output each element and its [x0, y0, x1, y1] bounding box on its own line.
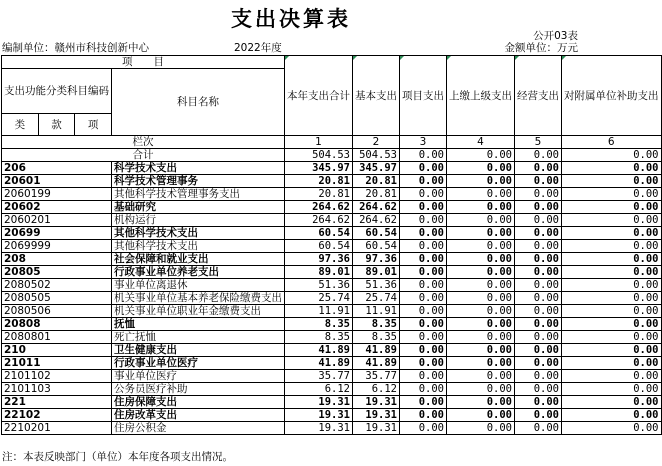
subject-name: 基础研究 — [112, 201, 285, 214]
cell-value: 0.00 — [562, 253, 662, 266]
subject-code: 208 — [2, 253, 112, 266]
subject-name: 抚恤 — [112, 318, 285, 331]
subject-name: 死亡抚恤 — [112, 331, 285, 344]
cell-value: 41.89 — [285, 344, 353, 357]
cell-value: 0.00 — [562, 240, 662, 253]
cell-value: 0.00 — [447, 149, 515, 162]
subject-code: 21011 — [2, 357, 112, 370]
cell-value: 20.81 — [353, 188, 400, 201]
cell-value: 0.00 — [447, 383, 515, 396]
cell-value: 0.00 — [515, 266, 562, 279]
cell-value: 0.00 — [515, 188, 562, 201]
cell-value: 0.00 — [400, 344, 447, 357]
cell-value: 0.00 — [562, 318, 662, 331]
subject-code: 20808 — [2, 318, 112, 331]
cell-value: 0.00 — [562, 266, 662, 279]
cell-value: 0.00 — [447, 201, 515, 214]
table-row — [2, 396, 662, 409]
subject-name: 住房公积金 — [112, 422, 285, 435]
total-row — [2, 149, 662, 162]
cell-value: 0.00 — [447, 357, 515, 370]
table-row — [2, 188, 662, 201]
cell-value: 0.00 — [400, 357, 447, 370]
cell-value: 8.35 — [353, 331, 400, 344]
subject-name-header: 科目名称 — [112, 69, 285, 136]
cell-value: 0.00 — [447, 279, 515, 292]
cell-value: 0.00 — [515, 292, 562, 305]
table-row — [2, 162, 662, 175]
cell-value: 0.00 — [400, 227, 447, 240]
subject-code: 20805 — [2, 266, 112, 279]
cell-value: 264.62 — [285, 201, 353, 214]
cell-value: 0.00 — [562, 201, 662, 214]
cell-value: 0.00 — [447, 227, 515, 240]
data-rows — [2, 162, 662, 435]
cell-value: 41.89 — [353, 357, 400, 370]
cell-value: 0.00 — [515, 201, 562, 214]
cell-value: 0.00 — [447, 370, 515, 383]
cell-value: 0.00 — [515, 175, 562, 188]
cell-value: 60.54 — [285, 240, 353, 253]
col-num: 6 — [562, 136, 662, 149]
cell-value: 0.00 — [562, 279, 662, 292]
subject-name: 事业单位离退休 — [112, 279, 285, 292]
cell-value: 20.81 — [353, 175, 400, 188]
subject-name: 住房保障支出 — [112, 396, 285, 409]
cell-value: 97.36 — [285, 253, 353, 266]
cell-value: 11.91 — [353, 305, 400, 318]
subject-code: 20602 — [2, 201, 112, 214]
cell-value: 19.31 — [353, 422, 400, 435]
xiang-header: 项 — [75, 114, 112, 136]
subject-name: 其他科学技术支出 — [112, 227, 285, 240]
cell-value: 264.62 — [285, 214, 353, 227]
cell-value: 8.35 — [285, 318, 353, 331]
cell-value: 0.00 — [447, 240, 515, 253]
form-number: 公开03表 — [533, 30, 578, 42]
subject-name: 机关事业单位基本养老保险缴费支出 — [112, 292, 285, 305]
cell-value: 264.62 — [353, 201, 400, 214]
cell-value: 0.00 — [562, 292, 662, 305]
table-row — [2, 253, 662, 266]
subject-code: 2069999 — [2, 240, 112, 253]
cell-value: 0.00 — [400, 188, 447, 201]
fiscal-year: 2022年度 — [234, 42, 282, 54]
subject-name: 住房改革支出 — [112, 409, 285, 422]
subject-code: 221 — [2, 396, 112, 409]
subject-name: 其他科学技术管理事务支出 — [112, 188, 285, 201]
table-row — [2, 214, 662, 227]
func-code-header: 支出功能分类科目编码 — [2, 69, 112, 114]
cell-value: 504.53 — [285, 149, 353, 162]
col-num: 4 — [447, 136, 515, 149]
cell-value: 0.00 — [562, 162, 662, 175]
cell-value: 0.00 — [515, 331, 562, 344]
cell-value: 0.00 — [515, 162, 562, 175]
cell-value: 0.00 — [515, 357, 562, 370]
cell-value: 25.74 — [285, 292, 353, 305]
cell-value: 19.31 — [353, 409, 400, 422]
cell-value: 0.00 — [400, 214, 447, 227]
subject-code: 2101102 — [2, 370, 112, 383]
cell-value: 0.00 — [515, 344, 562, 357]
subject-code: 206 — [2, 162, 112, 175]
subject-name: 事业单位医疗 — [112, 370, 285, 383]
cell-value: 345.97 — [353, 162, 400, 175]
cell-value: 60.54 — [285, 227, 353, 240]
cell-value: 0.00 — [400, 279, 447, 292]
cell-value: 0.00 — [447, 162, 515, 175]
table-row — [2, 201, 662, 214]
currency-unit: 金额单位：万元 — [504, 42, 578, 54]
lei-header: 类 — [2, 114, 39, 136]
cell-value: 35.77 — [285, 370, 353, 383]
subject-name: 其他科学技术支出 — [112, 240, 285, 253]
table-row — [2, 292, 662, 305]
table-row — [2, 227, 662, 240]
cell-value: 0.00 — [400, 162, 447, 175]
cell-value: 0.00 — [447, 305, 515, 318]
cell-value: 0.00 — [447, 331, 515, 344]
subject-code: 2060199 — [2, 188, 112, 201]
subject-code: 2210201 — [2, 422, 112, 435]
cell-value: 504.53 — [353, 149, 400, 162]
table-row — [2, 318, 662, 331]
cell-value: 0.00 — [447, 396, 515, 409]
cell-value: 20.81 — [285, 175, 353, 188]
subject-code: 2080502 — [2, 279, 112, 292]
cell-value: 6.12 — [285, 383, 353, 396]
table-row — [2, 422, 662, 435]
column-number-row — [2, 136, 662, 149]
subject-name: 行政事业单位养老支出 — [112, 266, 285, 279]
cell-value: 8.35 — [353, 318, 400, 331]
table-row — [2, 279, 662, 292]
table-row — [2, 266, 662, 279]
col-num: 2 — [353, 136, 400, 149]
cell-value: 6.12 — [353, 383, 400, 396]
cell-value: 0.00 — [447, 214, 515, 227]
cell-value: 89.01 — [353, 266, 400, 279]
cell-value: 0.00 — [515, 422, 562, 435]
col-num: 1 — [285, 136, 353, 149]
total-label: 合计 — [2, 149, 285, 162]
unit-label: 编制单位：赣州市科技创新中心 — [2, 42, 149, 54]
cell-value: 0.00 — [562, 175, 662, 188]
expenditure-table — [1, 55, 662, 435]
cell-value: 0.00 — [400, 149, 447, 162]
col-header-subsidy: 对附属单位补助支出 — [562, 56, 662, 136]
cell-value: 0.00 — [400, 266, 447, 279]
cell-value: 0.00 — [400, 370, 447, 383]
cell-value: 60.54 — [353, 240, 400, 253]
subject-code: 20601 — [2, 175, 112, 188]
cell-value: 8.35 — [285, 331, 353, 344]
subject-name: 卫生健康支出 — [112, 344, 285, 357]
cell-value: 20.81 — [285, 188, 353, 201]
subject-name: 行政事业单位医疗 — [112, 357, 285, 370]
cell-value: 0.00 — [515, 279, 562, 292]
cell-value: 0.00 — [515, 318, 562, 331]
subject-code: 2101103 — [2, 383, 112, 396]
subject-name: 机构运行 — [112, 214, 285, 227]
subject-code: 22102 — [2, 409, 112, 422]
table-row — [2, 305, 662, 318]
col-header-project: 项目支出 — [400, 56, 447, 136]
cell-value: 0.00 — [515, 227, 562, 240]
table-row — [2, 357, 662, 370]
cell-value: 0.00 — [515, 149, 562, 162]
cell-value: 0.00 — [562, 383, 662, 396]
lanci-label: 栏次 — [2, 136, 285, 149]
cell-value: 0.00 — [562, 214, 662, 227]
cell-value: 0.00 — [562, 149, 662, 162]
cell-value: 35.77 — [353, 370, 400, 383]
cell-value: 41.89 — [285, 357, 353, 370]
table-row — [2, 175, 662, 188]
cell-value: 0.00 — [515, 253, 562, 266]
cell-value: 97.36 — [353, 253, 400, 266]
col-header-remit: 上缴上级支出 — [447, 56, 515, 136]
cell-value: 25.74 — [353, 292, 400, 305]
cell-value: 264.62 — [353, 214, 400, 227]
subject-code: 2080505 — [2, 292, 112, 305]
cell-value: 0.00 — [515, 240, 562, 253]
cell-value: 51.36 — [285, 279, 353, 292]
cell-value: 0.00 — [447, 175, 515, 188]
table-row — [2, 409, 662, 422]
cell-value: 0.00 — [400, 201, 447, 214]
table-row — [2, 240, 662, 253]
cell-value: 0.00 — [447, 253, 515, 266]
cell-value: 0.00 — [447, 422, 515, 435]
cell-value: 345.97 — [285, 162, 353, 175]
cell-value: 0.00 — [447, 318, 515, 331]
cell-value: 0.00 — [562, 370, 662, 383]
cell-value: 41.89 — [353, 344, 400, 357]
cell-value: 0.00 — [400, 422, 447, 435]
col-num: 5 — [515, 136, 562, 149]
table-row — [2, 331, 662, 344]
cell-value: 19.31 — [285, 409, 353, 422]
report-title: 支出决算表 — [231, 6, 351, 31]
subject-name: 公务员医疗补助 — [112, 383, 285, 396]
cell-value: 60.54 — [353, 227, 400, 240]
cell-value: 0.00 — [447, 292, 515, 305]
subject-code: 2060201 — [2, 214, 112, 227]
cell-value: 0.00 — [447, 344, 515, 357]
cell-value: 0.00 — [400, 175, 447, 188]
cell-value: 0.00 — [447, 188, 515, 201]
cell-value: 11.91 — [285, 305, 353, 318]
cell-value: 0.00 — [562, 305, 662, 318]
cell-value: 0.00 — [400, 331, 447, 344]
cell-value: 0.00 — [562, 344, 662, 357]
project-header: 项 目 — [2, 56, 285, 69]
subject-name: 科学技术支出 — [112, 162, 285, 175]
subject-name: 社会保障和就业支出 — [112, 253, 285, 266]
table-row — [2, 383, 662, 396]
cell-value: 0.00 — [562, 396, 662, 409]
cell-value: 0.00 — [447, 409, 515, 422]
cell-value: 0.00 — [400, 396, 447, 409]
subject-name: 科学技术管理事务 — [112, 175, 285, 188]
col-header-operating: 经营支出 — [515, 56, 562, 136]
footnote: 注：本表反映部门（单位）本年度各项支出情况。 — [2, 451, 233, 463]
subject-code: 210 — [2, 344, 112, 357]
cell-value: 0.00 — [562, 422, 662, 435]
cell-value: 19.31 — [285, 396, 353, 409]
cell-value: 0.00 — [562, 227, 662, 240]
cell-value: 0.00 — [515, 305, 562, 318]
cell-value: 0.00 — [515, 214, 562, 227]
cell-value: 0.00 — [515, 383, 562, 396]
cell-value: 0.00 — [562, 409, 662, 422]
table-row — [2, 370, 662, 383]
cell-value: 0.00 — [515, 370, 562, 383]
cell-value: 19.31 — [285, 422, 353, 435]
cell-value: 0.00 — [562, 188, 662, 201]
cell-value: 0.00 — [562, 357, 662, 370]
cell-value: 0.00 — [447, 266, 515, 279]
cell-value: 0.00 — [562, 331, 662, 344]
cell-value: 0.00 — [400, 240, 447, 253]
cell-value: 0.00 — [400, 253, 447, 266]
cell-value: 0.00 — [515, 409, 562, 422]
subject-name: 机关事业单位职业年金缴费支出 — [112, 305, 285, 318]
kuan-header: 款 — [38, 114, 75, 136]
col-num: 3 — [400, 136, 447, 149]
header-row-1 — [2, 56, 662, 69]
subject-code: 20699 — [2, 227, 112, 240]
cell-value: 0.00 — [400, 409, 447, 422]
table-row — [2, 344, 662, 357]
col-header-basic: 基本支出 — [353, 56, 400, 136]
cell-value: 89.01 — [285, 266, 353, 279]
cell-value: 19.31 — [353, 396, 400, 409]
cell-value: 0.00 — [400, 318, 447, 331]
cell-value: 0.00 — [400, 383, 447, 396]
subject-code: 2080801 — [2, 331, 112, 344]
cell-value: 0.00 — [400, 305, 447, 318]
col-header-total: 本年支出合计 — [285, 56, 353, 136]
cell-value: 0.00 — [515, 396, 562, 409]
subject-code: 2080506 — [2, 305, 112, 318]
cell-value: 51.36 — [353, 279, 400, 292]
cell-value: 0.00 — [400, 292, 447, 305]
